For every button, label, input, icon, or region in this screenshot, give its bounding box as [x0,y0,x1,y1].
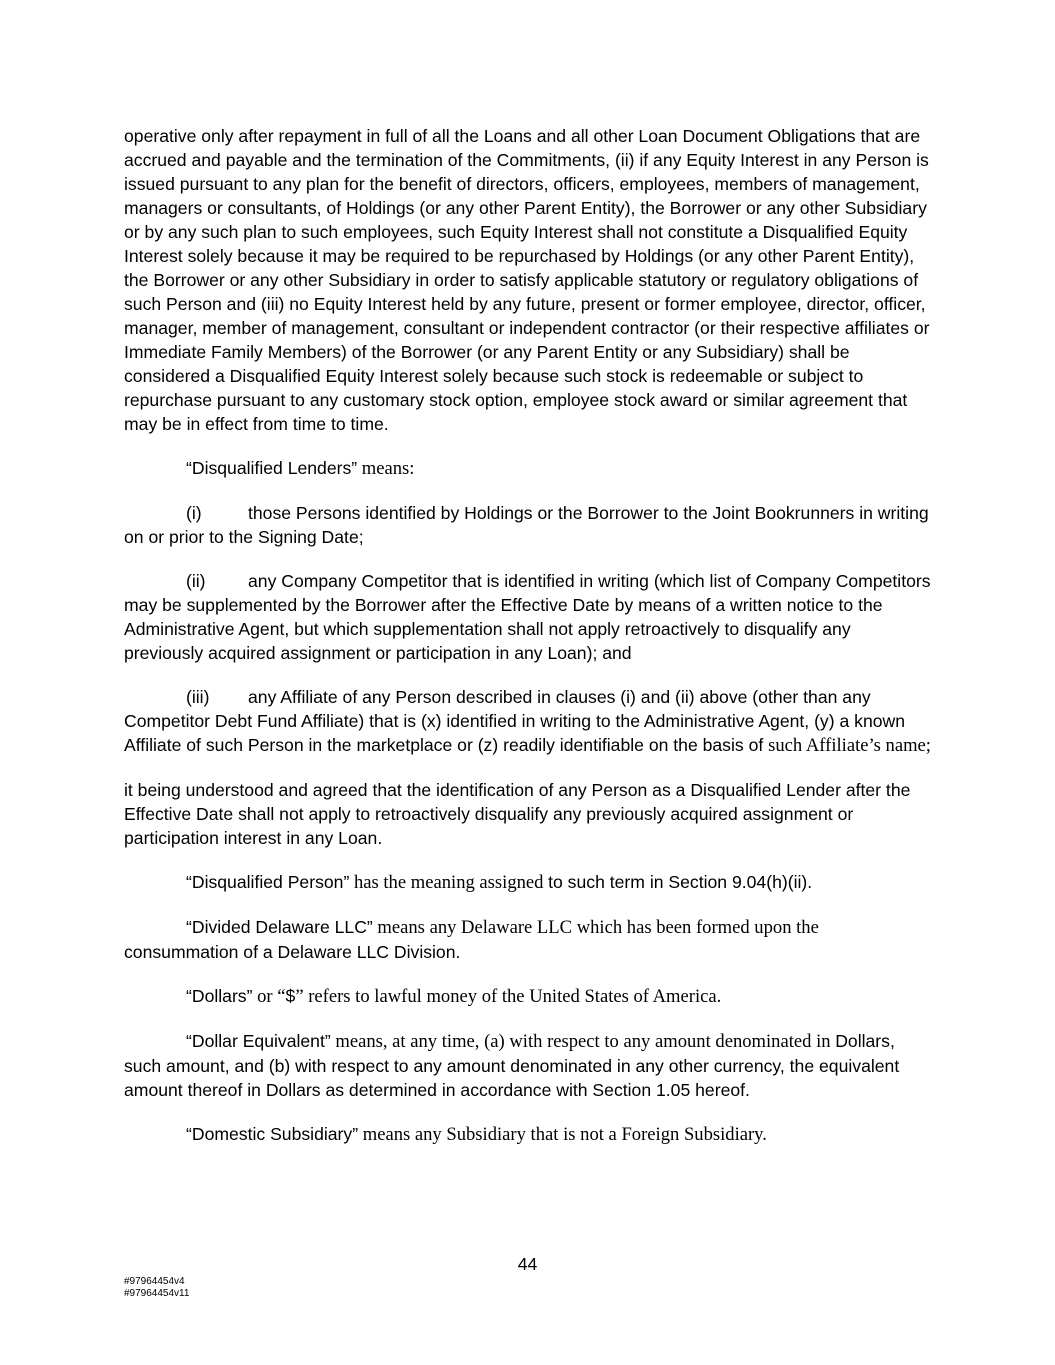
page-number: 44 [517,1254,538,1274]
clause-number: (ii) [186,571,206,591]
defined-term: “Divided Delaware LLC” [186,917,373,937]
clause-iii [124,685,932,758]
definition-text: means: [357,458,415,479]
definition-divided-delaware-llc [124,915,932,964]
definition-dollar-equivalent [124,1029,932,1102]
clause-text: any Affiliate of any Person described in clauses (i) and (ii) above (other than any Competitor Debt Fund Affiliate) that is (x) identified in writing to the Administrative Agent, (y) a known Affiliate of such Person in the marketplace or (z) readily identifiable on the basis of [124,687,906,755]
document-id-1: #97964454v4 [124,1276,185,1287]
definition-text-rest: Dollars, such amount, and (b) with respect to any amount denominated in any other currency, the equivalent amount thereof in Dollars as determined in accordance with Section 1.05 hereof. [124,1031,900,1100]
defined-term: “Dollar Equivalent” [186,1031,331,1051]
dollar-sign: $ [285,986,296,1006]
clause-text: any Company Competitor that is identified in writing (which list of Company Competitors may be supplemented by the Borrower after the Effective Date by means of a written notice to the Administrative Agent, but which supplementation shall not apply retroactively to disqualify any previously acquired assignment or participation in any Loan); and [124,571,931,663]
paragraph-continuation: operative only after repayment in full of all the Loans and all other Loan Document Obligations that are accrued and payable and the termination of the Commitments, (ii) if any Equity Interest in any Person is issued pursuant to any plan for the benefit of directors, officers, employees, members of management, managers or consultants, of Holdings (or any other Parent Entity), the Borrower or any other Subsidiary or by any such plan to such employees, such Equity Interest shall not constitute a Disqualified Equity Interest solely because it may be required to be repurchased by Holdings (or any other Parent Entity), the Borrower or any other Subsidiary in order to satisfy applicable statutory or regulatory obligations of such Person and (iii) no Equity Interest held by any future, present or former employee, director, officer, manager, member of management, consultant or independent contractor (or their respective affiliates or Immediate Family Members) of the Borrower (or any Parent Entity or any Subsidiary) shall be considered a Disqualified Equity Interest solely because such stock is redeemable or subject to repurchase pursuant to any customary stock option, employee stock award or similar agreement that may be in effect from time to time. [124,126,930,434]
definition-text: means any Subsidiary that is not a Foreign Subsidiary. [358,1124,767,1145]
definition-dollars [124,984,932,1009]
clause-number: (iii) [186,687,210,707]
definition-domestic-subsidiary [124,1122,932,1147]
definition-disqualified-person [124,870,932,895]
clause-ii [124,569,932,665]
definition-text: means, at any time, (a) with respect to any amount denominated in [330,1031,836,1052]
definition-text-rest: ” refers to lawful money of the United States of America. [295,986,722,1007]
clause-i [124,501,932,549]
defined-term: “Disqualified Person” [186,872,350,892]
document-body [124,124,932,1167]
document-id-2: #97964454v11 [124,1288,190,1299]
definition-text: or “ [252,986,286,1007]
clause-text: those Persons identified by Holdings or the Borrower to the Joint Bookrunners in writing on or prior to the Signing Date; [124,503,929,547]
definition-disqualified-lenders [124,456,932,481]
defined-term: “Dollars” [186,986,253,1006]
paragraph-understood: it being understood and agreed that the identification of any Person as a Disqualified Lender after the Effective Date shall not apply to retroactively disqualify any previously acquired assignment or participation interest in any Loan. [124,780,911,848]
clause-number: (i) [186,503,202,523]
definition-text-rest: consummation of a Delaware LLC Division. [124,942,461,962]
clause-text-tail: such Affiliate’s name; [768,735,931,756]
document-id-footer [124,1276,189,1300]
definition-text: means any Delaware LLC which has been formed upon the [372,917,819,938]
definition-text: has the meaning assigned [349,872,549,893]
definition-text-rest: to such term in Section 9.04(h)(ii). [548,872,813,892]
defined-term: “Disqualified Lenders” [186,458,358,478]
defined-term: “Domestic Subsidiary” [186,1124,359,1144]
